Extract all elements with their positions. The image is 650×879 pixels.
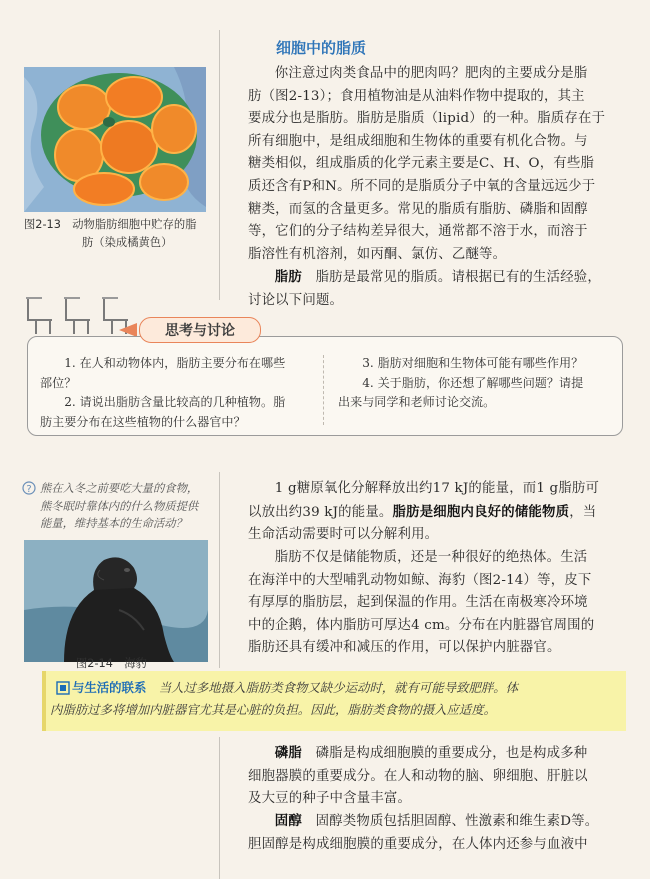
fat-cell-illustration: [24, 67, 206, 212]
phospholipid-line: 细胞器膜的重要成分。在人和动物的脑、卵细胞、肝脏以: [248, 768, 588, 784]
side-note-line: 熊在入冬之前要吃大量的食物，: [40, 482, 199, 495]
discussion-divider: [323, 355, 324, 425]
insulation-line: 有厚厚的脂肪层，起到保温的作用。生活在南极寒冷环境: [248, 595, 588, 611]
discussion-tag: 思考与讨论: [139, 317, 261, 343]
discussion-question: 肪主要分布在这些植物的什么器官中？: [40, 414, 246, 429]
life-connection-body: 当人过多地摄入脂肪类食物又缺少运动时，就有可能导致肥胖。体: [158, 680, 519, 695]
insulation-line: 脂肪不仅是储能物质，还是一种很好的绝热体。生活: [274, 550, 588, 565]
intro-line: 等，它们的分子结构差异很大，通常都不溶于水，而溶于: [248, 224, 588, 240]
phospholipid-line: [248, 742, 624, 766]
discussion-left-column: [40, 354, 310, 432]
sterol-line: [248, 810, 624, 834]
insulation-paragraph: [248, 547, 624, 660]
fat-cell-micrograph: [24, 67, 206, 212]
life-connection-label: 与生活的联系: [72, 680, 147, 695]
energy-text: 以放出约39 kJ的能量。: [248, 504, 393, 520]
sterol-line: 胆固醇是构成细胞膜的重要成分，在人体内还参与血液中: [248, 836, 588, 852]
intro-paragraph: [248, 63, 622, 313]
insulation-line: 中的企鹅，体内脂肪可厚达4 cm。分布在内脏器官周围的: [248, 617, 595, 633]
energy-line: 生命活动需要时可以分解利用。: [248, 527, 439, 543]
side-note-line: 能量，维持基本的生命活动？: [40, 517, 187, 530]
energy-line: [248, 501, 624, 525]
discussion-question: 3. 脂肪对细胞和生物体可能有哪些作用？: [362, 356, 584, 370]
intro-line: 你注意过肉类食品中的肥肉吗？肥肉的主要成分是脂: [274, 66, 588, 81]
svg-text:?: ?: [26, 484, 32, 495]
intro-line: 脂溶性有机溶剂，如丙酮、氯仿、乙醚等。: [248, 246, 507, 262]
sterol-term: 固醇: [274, 813, 302, 829]
energy-storage-statement: 脂肪是细胞内良好的储能物质: [392, 503, 570, 520]
energy-line: 1 g糖原氧化分解释放出约17 kJ的能量，而1 g脂肪可: [274, 481, 600, 496]
intro-line: 肪（图2-13）；食用植物油是从油料作物中提取的，其主: [248, 88, 585, 104]
phospholipid-paragraph: [248, 742, 624, 811]
seal-photo: [24, 540, 208, 662]
intro-line: 所有细胞中，是组成细胞和生物体的重要有机化合物。与: [248, 133, 588, 149]
discussion-question: 1. 在人和动物体内，脂肪主要分布在哪些: [64, 356, 286, 370]
figure-caption-line: 肪（染成橘黄色）: [82, 236, 173, 249]
energy-text: ，当: [569, 504, 597, 520]
fat-intro-line: [248, 266, 622, 290]
figure-2-14-caption: 图2-14 海豹: [76, 657, 147, 670]
figure-caption-line: 图2-13 动物脂肪细胞中贮存的脂: [24, 218, 197, 231]
margin-rule-top: [219, 30, 220, 300]
intro-line: 糖类相似，组成脂质的化学元素主要是C、H、O，有些脂: [248, 156, 595, 172]
figure-2-13-caption: [24, 216, 214, 252]
sterol-paragraph: [248, 810, 624, 856]
margin-rule-bottom: [219, 737, 220, 879]
life-connection-text: [50, 677, 616, 721]
phospholipid-term: 磷脂: [274, 745, 302, 761]
discussion-right-column: [338, 354, 608, 413]
sterol-text: 固醇类物质包括胆固醇、性激素和维生素D等。: [315, 814, 599, 829]
side-note: [22, 480, 212, 533]
fat-term: 脂肪: [274, 269, 302, 286]
side-note-line: 熊冬眠时靠体内的什么物质提供: [40, 499, 199, 513]
seal-illustration: [24, 540, 208, 662]
discussion-question: 2. 请说出脂肪含量比较高的几种植物。脂: [64, 395, 286, 409]
phospholipid-line: 及大豆的种子中含量丰富。: [248, 791, 412, 807]
intro-line: 糖类，而氢的含量更多。常见的脂质有脂肪、磷脂和固醇: [248, 201, 588, 217]
discussion-question: 出来与同学和老师讨论交流。: [338, 395, 496, 409]
insulation-line: 在海洋中的大型哺乳动物如鲸、海豹（图2-14）等，皮下: [248, 572, 592, 588]
intro-line: 质还含有P和N。所不同的是脂质分子中氧的含量远远少于: [248, 178, 596, 194]
section-title: 细胞中的脂质: [276, 39, 367, 57]
discussion-question: 4. 关于脂肪，你还想了解哪些问题？请提: [362, 375, 584, 390]
margin-rule-middle: [219, 472, 220, 668]
phospholipid-text: 磷脂是构成细胞膜的重要成分，也是构成多种: [315, 746, 588, 761]
fat-intro-line: 讨论以下问题。: [248, 292, 344, 308]
insulation-line: 脂肪还具有缓冲和减压的作用，可以保护内脏器官。: [248, 640, 561, 656]
energy-paragraph: [248, 478, 624, 547]
life-connection-line: 内脂肪过多将增加内脏器官尤其是心脏的负担。因此，脂肪类食物的摄入应适度。: [50, 702, 497, 717]
life-connection-line: [50, 677, 616, 699]
fat-intro-text: 脂肪是最常见的脂质。请根据已有的生活经验，: [315, 270, 601, 286]
intro-line: 要成分也是脂肪。脂肪是脂质（lipid）的一种。脂质存在于: [248, 111, 606, 127]
discussion-question: 部位？: [40, 375, 77, 390]
